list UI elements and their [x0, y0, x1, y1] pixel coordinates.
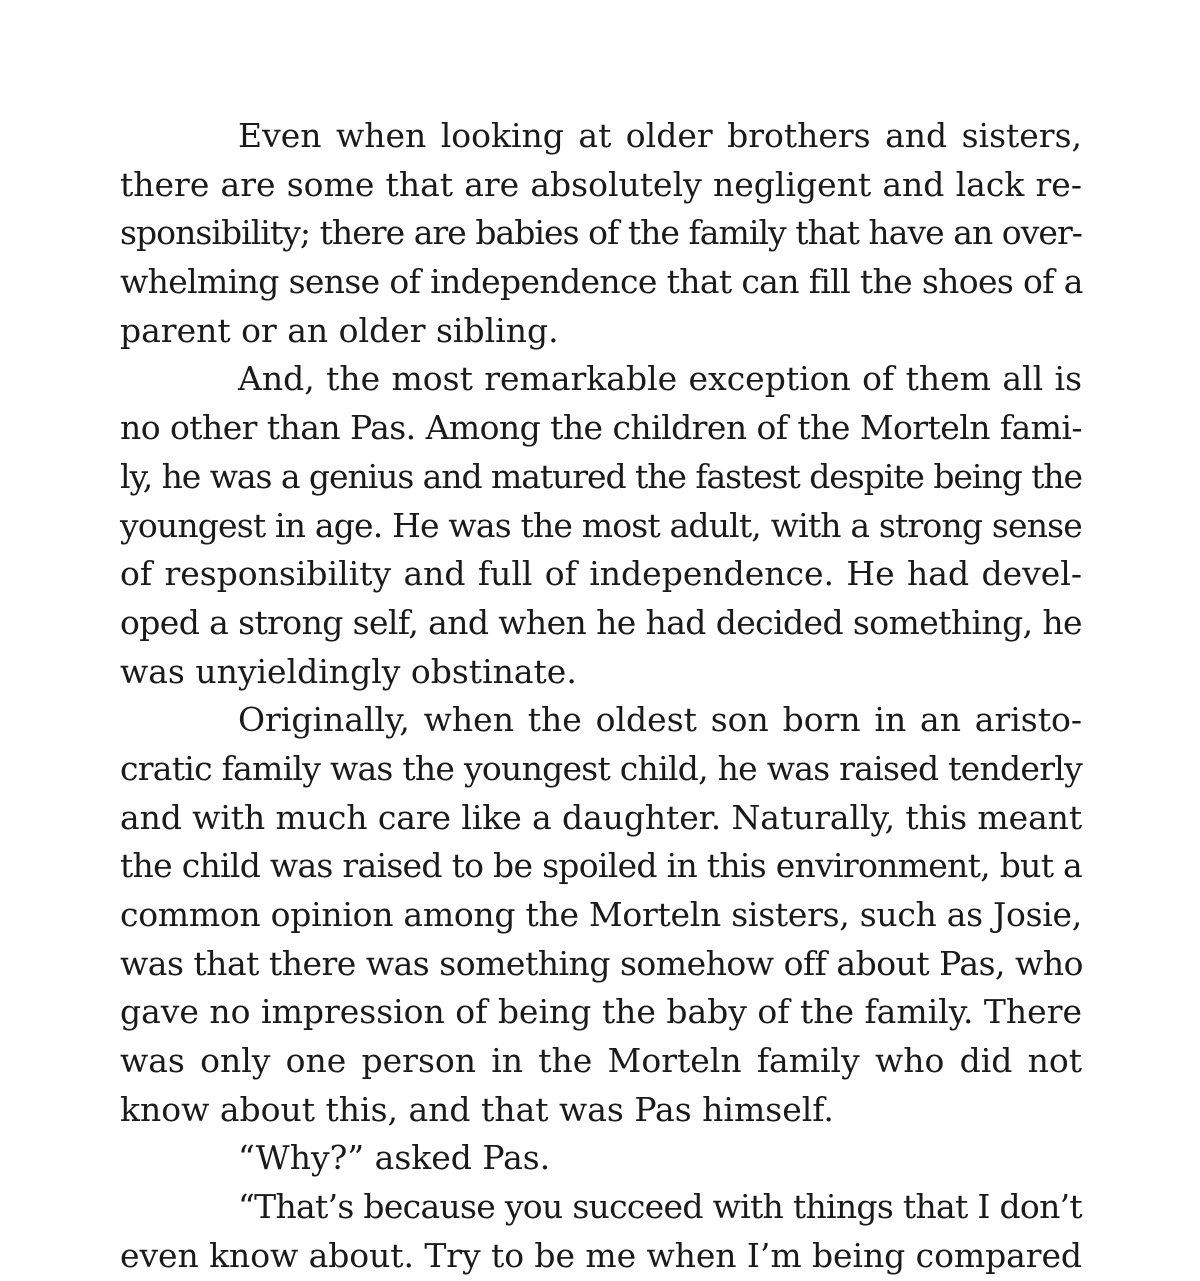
text-line: and with much care like a daughter. Naturally, this meant	[120, 797, 1082, 837]
text-line: was unyieldingly obstinate.	[120, 651, 577, 691]
text-line: of responsibility and full of independence. He had devel-	[120, 554, 1082, 594]
text-line: was only one person in the Morteln family who did not	[120, 1041, 1082, 1081]
text-line: youngest in age. He was the most adult, with a strong sense	[120, 505, 1082, 545]
text-line: no other than Pas. Among the children of the Morteln fami-	[120, 408, 1082, 448]
text-line-cut: even know about. Try to be me when I’m being compared	[120, 1235, 1082, 1275]
text-line: there are some that are absolutely negligent and lack re-	[120, 164, 1082, 204]
text-line: whelming sense of independence that can fill the shoes of a	[120, 262, 1083, 302]
text-line: Even when looking at older brothers and sisters,	[238, 116, 1082, 155]
text-line: “That’s because you succeed with things that I don’t	[238, 1187, 1082, 1227]
text-line: And, the most remarkable exception of them all is	[238, 359, 1082, 399]
text-line: parent or an older sibling.	[120, 310, 559, 350]
text-line: the child was raised to be spoiled in this environment, but a	[120, 846, 1082, 886]
text-line: common opinion among the Morteln sisters, such as Josie,	[120, 895, 1082, 934]
text-line: cratic family was the youngest child, he was raised tenderly	[120, 748, 1082, 788]
text-line: was that there was something somehow off about Pas, who	[120, 943, 1083, 983]
text-line: ly, he was a genius and matured the fastest despite being the	[120, 456, 1082, 496]
text-line: Originally, when the oldest son born in an aristo-	[238, 700, 1082, 740]
body-text	[120, 112, 1083, 1275]
text-line: sponsibility; there are babies of the family that have an over-	[120, 213, 1082, 253]
text-line: know about this, and that was Pas himself.	[120, 1089, 834, 1129]
text-line: “Why?” asked Pas.	[238, 1138, 551, 1178]
text-line: gave no impression of being the baby of the family. There	[120, 992, 1082, 1032]
text-line: oped a strong self, and when he had decided something, he	[120, 602, 1082, 642]
